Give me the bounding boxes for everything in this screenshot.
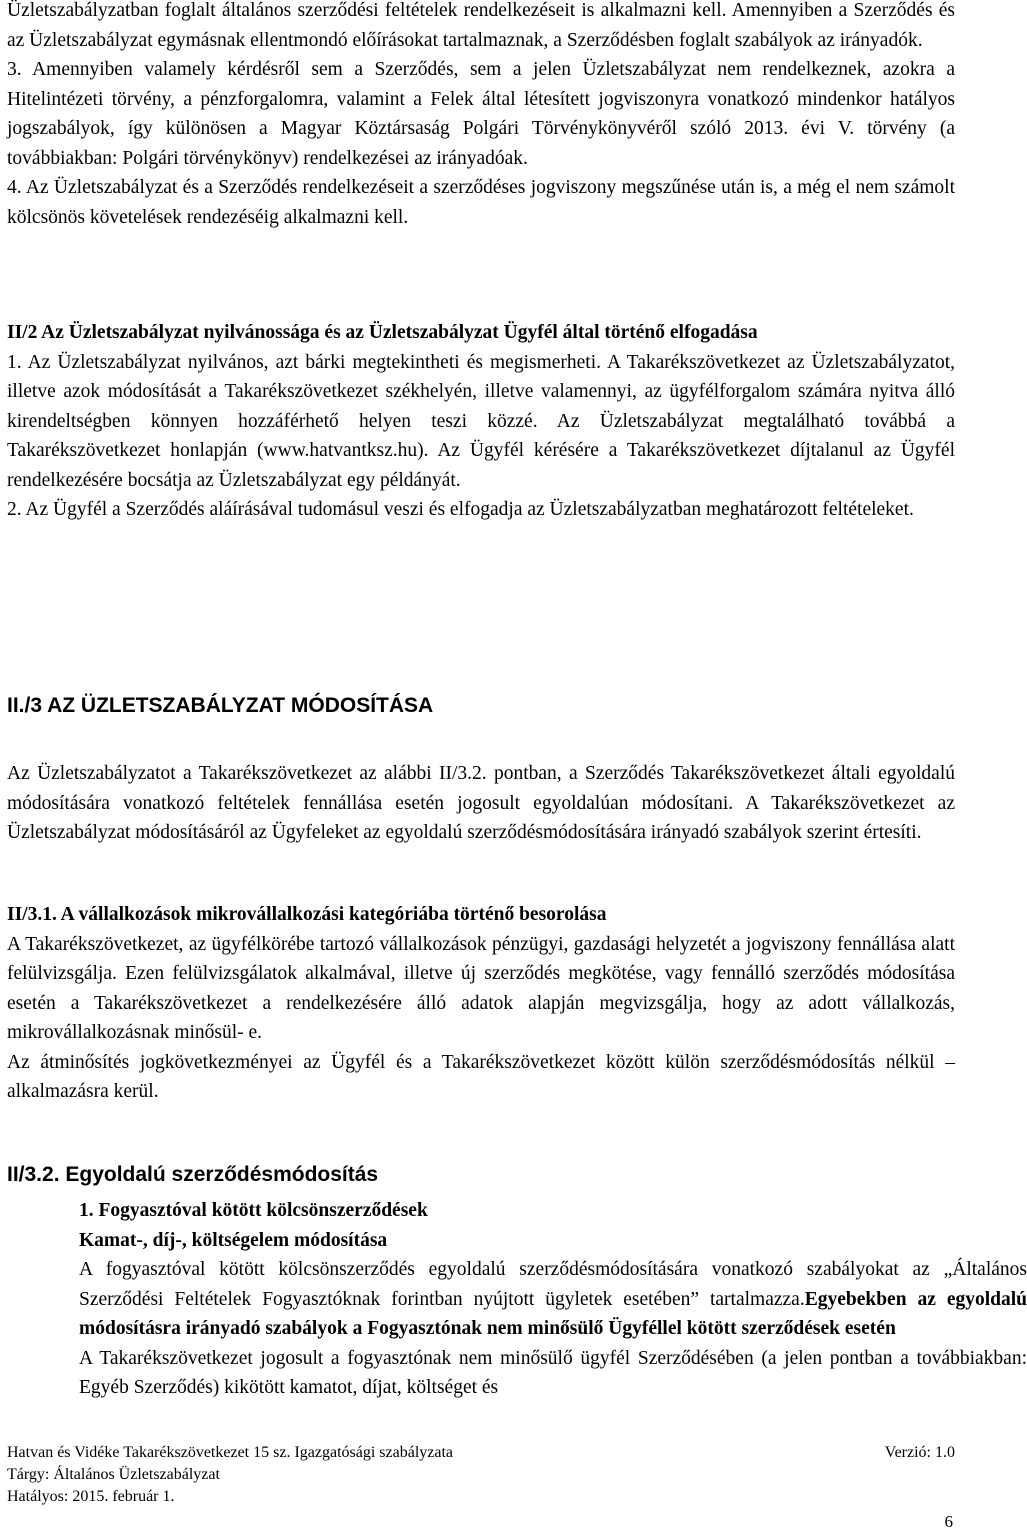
section-heading-2-2: II/2 Az Üzletszabályzat nyilvánossága és az Üzletszabályzat Ügyfél által történő elfogadása	[7, 322, 758, 343]
section-heading-2-3-2: II/3.2. Egyoldalú szerződésmódosítás	[7, 1163, 379, 1186]
paragraph-3: 3. Amennyiben valamely kérdésről sem a Szerződés, sem a jelen Üzletszabályzat nem rendelkeznek, azokra a Hitelintézeti törvény, a pénzforgalomra, valamint a Felek által létesített jogviszonyra vonatkozó mindenkor hatályos jogszabályok, így különösen a Magyar Köztársaság Polgári Törvénykönyvéről szóló 2013. évi V. törvény (a továbbiakban: Polgári törvénykönyv) rendelkezései az irányadóak.	[7, 59, 955, 169]
section-unilateral-modification	[7, 1196, 1027, 1403]
footer-line-1	[7, 1442, 955, 1464]
footer-regulation-title: Hatvan és Vidéke Takarékszövetkezet 15 sz. Igazgatósági szabályzata	[7, 1444, 454, 1461]
paragraph-intro: Üzletszabályzatban foglalt általános szerződési feltételek rendelkezéseit is alkalmazni kell. Amennyiben a Szerződés és az Üzletszabályzat egymásnak ellentmondó előírásokat tartalmaznak, a Szerződésben foglalt szabályok az irányadók.	[7, 0, 955, 51]
section-heading-2-3: II./3 AZ ÜZLETSZABÁLYZAT MÓDOSÍTÁSA	[7, 694, 434, 717]
paragraph-modification: Az Üzletszabályzatot a Takarékszövetkezet az alábbi II/3.2. pontban, a Szerződés Takarékszövetkezet általi egyoldalú módosítására vonatkozó feltételek fennállása esetén jogosult egyoldalúan módosítani. A Takarékszövetkezet az Üzletszabályzat módosításáról az Ügyfeleket az egyoldalú szerződésmódosítására irányadó szabályok szerint értesíti.	[7, 763, 955, 843]
page-number: 6	[944, 1512, 953, 1531]
consumer-rules-text: A fogyasztóval kötött kölcsönszerződés egyoldalú szerződésmódosítására vonatkozó szabályokat az „Általános Szerződési Feltételek Fogyasztóknak forintban nyújtott ügyletek esetében” tartalmazza.	[79, 1259, 1027, 1310]
subheading-consumer-loans: 1. Fogyasztóval kötött kölcsönszerződések	[79, 1200, 428, 1221]
section-heading-2-3-1: II/3.1. A vállalkozások mikrovállalkozási kategóriába történő besorolása	[7, 904, 607, 925]
footer-version: Verzió: 1.0	[884, 1444, 955, 1461]
section-publicity	[7, 318, 955, 525]
paragraph-publicity-2: 2. Az Ügyfél a Szerződés aláírásával tudomásul veszi és elfogadja az Üzletszabályzatban meghatározott feltételeket.	[7, 499, 914, 520]
footer-subject: Tárgy: Általános Üzletszabályzat	[7, 1466, 220, 1483]
section-microenterprise	[7, 900, 955, 1107]
paragraph-other-contracts: A Takarékszövetkezet jogosult a fogyasztónak nem minősülő ügyfél Szerződésében (a jelen pontban a továbbiakban: Egyéb Szerződés) kikötött kamatot, díjat, költséget és	[79, 1347, 1027, 1398]
section-modification	[7, 759, 955, 848]
paragraph-consumer-rules	[79, 1255, 1027, 1344]
footer-effective-date: Hatályos: 2015. február 1.	[7, 1488, 175, 1505]
paragraph-4: 4. Az Üzletszabályzat és a Szerződés rendelkezéseit a szerződéses jogviszony megszűnése után is, a még el nem számolt kölcsönös követelések rendezéséig alkalmazni kell.	[7, 177, 955, 228]
paragraph-publicity-1: 1. Az Üzletszabályzat nyilvános, azt bárki megtekintheti és megismerheti. A Takarékszövetkezet az Üzletszabályzatot, illetve azok módosítását a Takarékszövetkezet székhelyén, illetve valamennyi, az ügyfélforgalom számára nyitva álló kirendeltségben könnyen hozzáférhető helyen teszi közzé. Az Üzletszabályzat megtalálható továbbá a Takarékszövetkezet honlapján (www.hatvantksz.hu). Az Ügyfél kérésére a Takarékszövetkezet díjtalanul az Ügyfél rendelkezésére bocsátja az Üzletszabályzat egy példányát.	[7, 351, 955, 491]
subheading-interest-fee-cost: Kamat-, díj-, költségelem módosítása	[79, 1229, 388, 1251]
section-general-provisions	[7, 0, 955, 232]
paragraph-microenterprise-1: A Takarékszövetkezet, az ügyfélkörébe tartozó vállalkozások pénzügyi, gazdasági helyzetét a jogviszony fennállása alatt felülvizsgálja. Ezen felülvizsgálatok alkalmával, illetve új szerződés megkötése, vagy fennálló szerződés módosítása esetén a Takarékszövetkezet a rendelkezésére álló adatok alapján megvizsgálja, hogy az adott vállalkozás, mikrovállalkozásnak minősül- e.	[7, 933, 955, 1043]
paragraph-microenterprise-2: Az átminősítés jogkövetkezményei az Ügyfél és a Takarékszövetkezet között külön szerződésmódosítás nélkül – alkalmazásra kerül.	[7, 1051, 955, 1102]
consumer-rules-bold-text: Egyebekben az egyoldalú módosításra irányadó szabályok a Fogyasztónak nem minősülő Ügyféllel kötött szerződések esetén	[79, 1288, 1027, 1339]
